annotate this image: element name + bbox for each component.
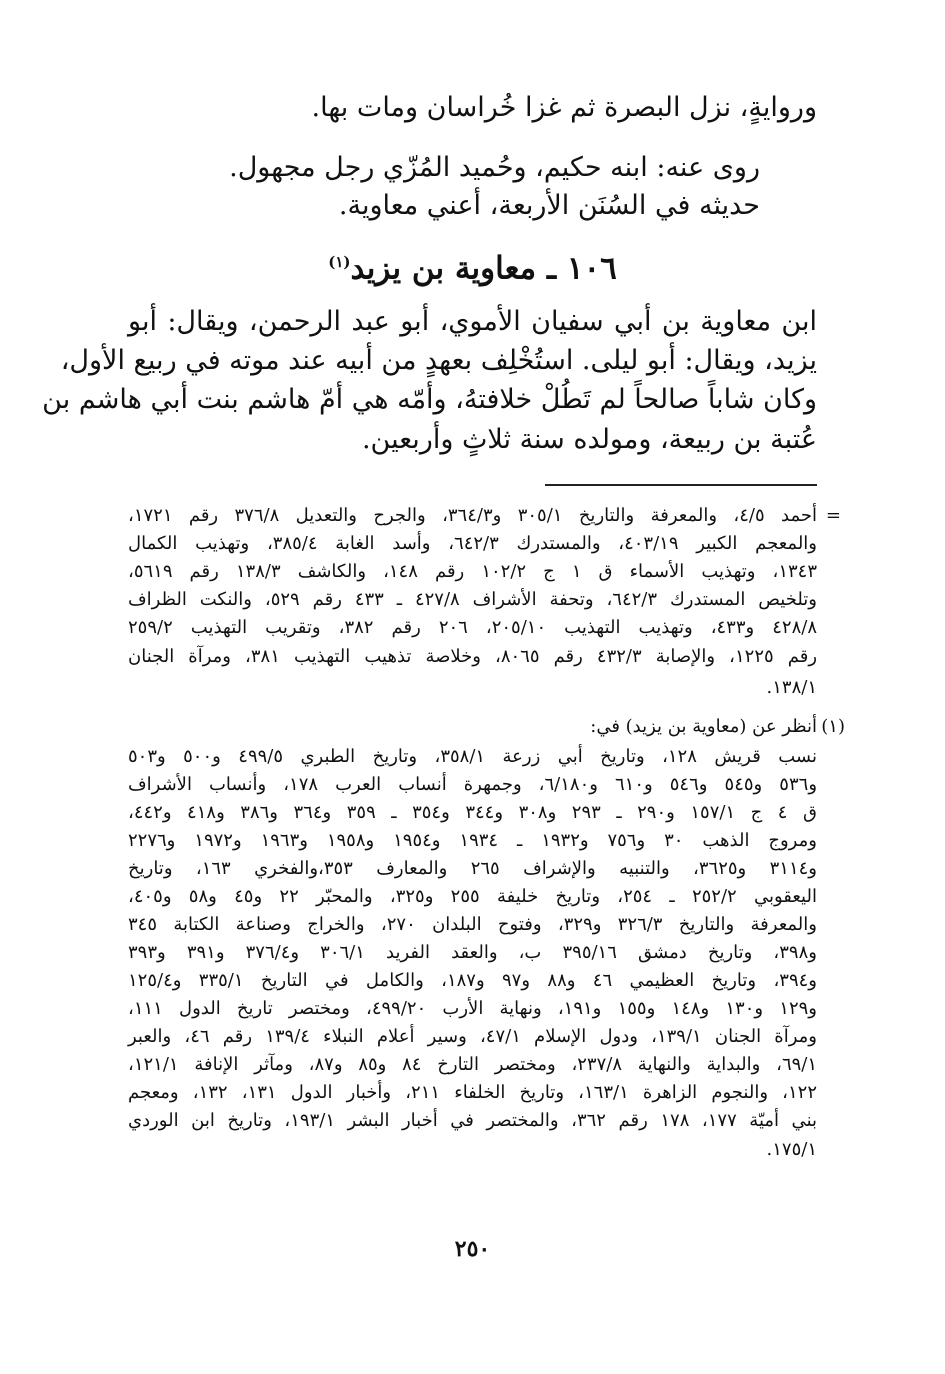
footnote-1-line: ومروج الذهب ٣٠ و٧٥٦ و١٩٣٢ ـ ١٩٣٤ و١٩٥٤ و١٩٥٨ و١٩٦٣ و١٩٧٢ و٢٢٧٦ bbox=[128, 830, 817, 851]
entry-line-2: يزيد، ويقال: أبو ليلى. استُخْلِف بعهدٍ من أبيه عند موته في ربيع الأول، bbox=[60, 345, 817, 376]
footnote-1-line: بني أميّة ١٧٧، ١٧٨ رقم ٣٦٢، والمختصر في أخبار البشر ١٩٣/١، وتاريخ ابن الوردي bbox=[128, 1110, 818, 1131]
footnote-continuation-line: وتلخيص المستدرك ٦٤٢/٣، وتحفة الأشراف ٤٢٧/٨ ـ ٤٣٣ رقم ٥٢٩، والنكت الظراف bbox=[128, 589, 817, 610]
footnote-continuation-line: ٤٢٨/٨ و٤٣٣، وتهذيب التهذيب ٢٠٥/١٠، ٢٠٦ رقم ٣٨٢، وتقريب التهذيب ٢٥٩/٢ bbox=[128, 617, 818, 638]
entry-line-3: وكان شاباً صالحاً لم تَطُلْ خلافتهُ، وأمّه هي أمّ هاشم بنت أبي هاشم بن bbox=[42, 384, 817, 415]
narrators-line: روى عنه: ابنه حكيم، وحُميد المُزّي رجل مجهول. bbox=[229, 152, 760, 183]
footnote-1-line: اليعقوبي ٢٥٢/٢ ـ ٢٥٤، وتاريخ خليفة ٢٥٥ و٣٢٥، والمحبّر ٢٢ و٤٥ و٥٨ و٤٠٥، bbox=[128, 886, 817, 907]
footnote-1-line: و١٢٩ و١٣٠ و١٤٨ و١٥٥ و١٩١، ونهاية الأرب ٤٩٩/٢٠، ومختصر تاريخ الدول ١١١، bbox=[128, 998, 817, 1019]
footnote-separator bbox=[545, 484, 817, 486]
entry-heading bbox=[0, 240, 945, 290]
biography-line-1: وروايةٍ، نزل البصرة ثم غزا خُراسان ومات بها. bbox=[311, 92, 817, 123]
entry-line-4: عُتبة بن ربيعة، ومولده سنة ثلاثٍ وأربعين. bbox=[361, 424, 817, 455]
footnote-ref-1: (١) bbox=[328, 253, 351, 271]
footnote-1-line: ١٢٢، والنجوم الزاهرة ١٦٣/١، وتاريخ الخلفاء ٢١١، وأخبار الدول ١٣١، ١٣٢، ومعجم bbox=[128, 1082, 818, 1103]
footnote-1-line: ١٧٥/١. bbox=[766, 1139, 817, 1160]
footnote-1-line: و٣١١٤ و٣٦٢٥، والتنبيه والإشراف ٢٦٥ والمعارف ٣٥٣،والفخري ١٦٣، وتاريخ bbox=[128, 858, 817, 879]
footnote-continuation-line: ١٣٤٣، وتهذيب الأسماء ق ١ ج ١٠٢/٢ رقم ١٤٨، والكاشف ١٣٨/٣ رقم ٥٦١٩، bbox=[128, 561, 818, 582]
footnote-1-intro: أنظر عن (معاوية بن يزيد) في: bbox=[590, 716, 817, 737]
footnote-1-line: والمعرفة والتاريخ ٣٢٦/٣ و٣٢٩، وفتوح البلدان ٢٧٠، والخراج وصناعة الكتابة ٣٤٥ bbox=[128, 914, 817, 935]
footnote-continuation-line: أحمد ٤/٥، والمعرفة والتاريخ ٣٠٥/١ و٣٦٤/٣، والجرح والتعديل ٣٧٦/٨ رقم ١٧٢١، bbox=[128, 505, 817, 526]
footnote-continuation-line: والمعجم الكبير ٤٠٣/١٩، والمستدرك ٦٤٢/٣، وأسد الغابة ٣٨٥/٤، وتهذيب الكمال bbox=[128, 533, 818, 554]
footnote-1-line: ق ٤ ج ١٥٧/١ و٢٩٠ ـ ٢٩٣ و٣٠٨ و٣٤٤ و٣٥٤ ـ ٣٥٩ و٣٦٤ و٣٨٦ و٤١٨ و٤٤٢، bbox=[128, 802, 817, 823]
footnote-continuation-line: رقم ١٢٢٥، والإصابة ٤٣٢/٣ رقم ٨٠٦٥، وخلاصة تذهيب التهذيب ٣٨١، ومرآة الجنان bbox=[128, 646, 818, 667]
footnote-1-marker: (١) bbox=[821, 716, 845, 737]
page-number: ٢٥٠ bbox=[454, 1236, 491, 1262]
entry-line-1: ابن معاوية بن أبي سفيان الأموي، أبو عبد الرحمن، ويقال: أبو bbox=[128, 306, 817, 337]
hadith-line: حديثه في السُنَن الأربعة، أعني معاوية. bbox=[338, 190, 760, 221]
continuation-marker: = bbox=[825, 505, 841, 526]
footnote-1-line: ومرآة الجنان ١٣٩/١، ودول الإسلام ٤٧/١، وسير أعلام النبلاء ١٣٩/٤ رقم ٤٦، والعبر bbox=[128, 1026, 817, 1047]
footnote-1-line: ٦٩/١، والبداية والنهاية ٢٣٧/٨، ومختصر التارخ ٨٤ و٨٥ و٨٧، ومآثر الإنافة ١٢١/١، bbox=[128, 1054, 818, 1075]
footnote-1-line: و٣٩٤، وتاريخ العظيمي ٤٦ و٨٨ و٩٧ و١٨٧، والكامل في التاريخ ٣٣٥/١ و١٢٥/٤ bbox=[128, 970, 817, 991]
footnote-continuation-line: ١٣٨/١. bbox=[766, 677, 817, 698]
footnote-1-line: نسب قريش ١٢٨، وتاريخ أبي زرعة ٣٥٨/١، وتاريخ الطبري ٤٩٩/٥ و٥٠٠ و٥٠٣ bbox=[128, 746, 817, 767]
footnote-1-line: و٣٩٨، وتاريخ دمشق ٣٩٥/١٦ ب، والعقد الفريد ٣٠٦/١ و٣٧٦/٤ و٣٩١ و٣٩٣ bbox=[128, 942, 817, 963]
footnote-1-line: و٥٣٦ و٥٤٥ و٥٤٦ و٦١٠ و٦/١٨٠، وجمهرة أنساب العرب ١٧٨، وأنساب الأشراف bbox=[128, 774, 818, 795]
entry-heading-text: ١٠٦ ـ معاوية بن يزيد bbox=[350, 250, 617, 287]
